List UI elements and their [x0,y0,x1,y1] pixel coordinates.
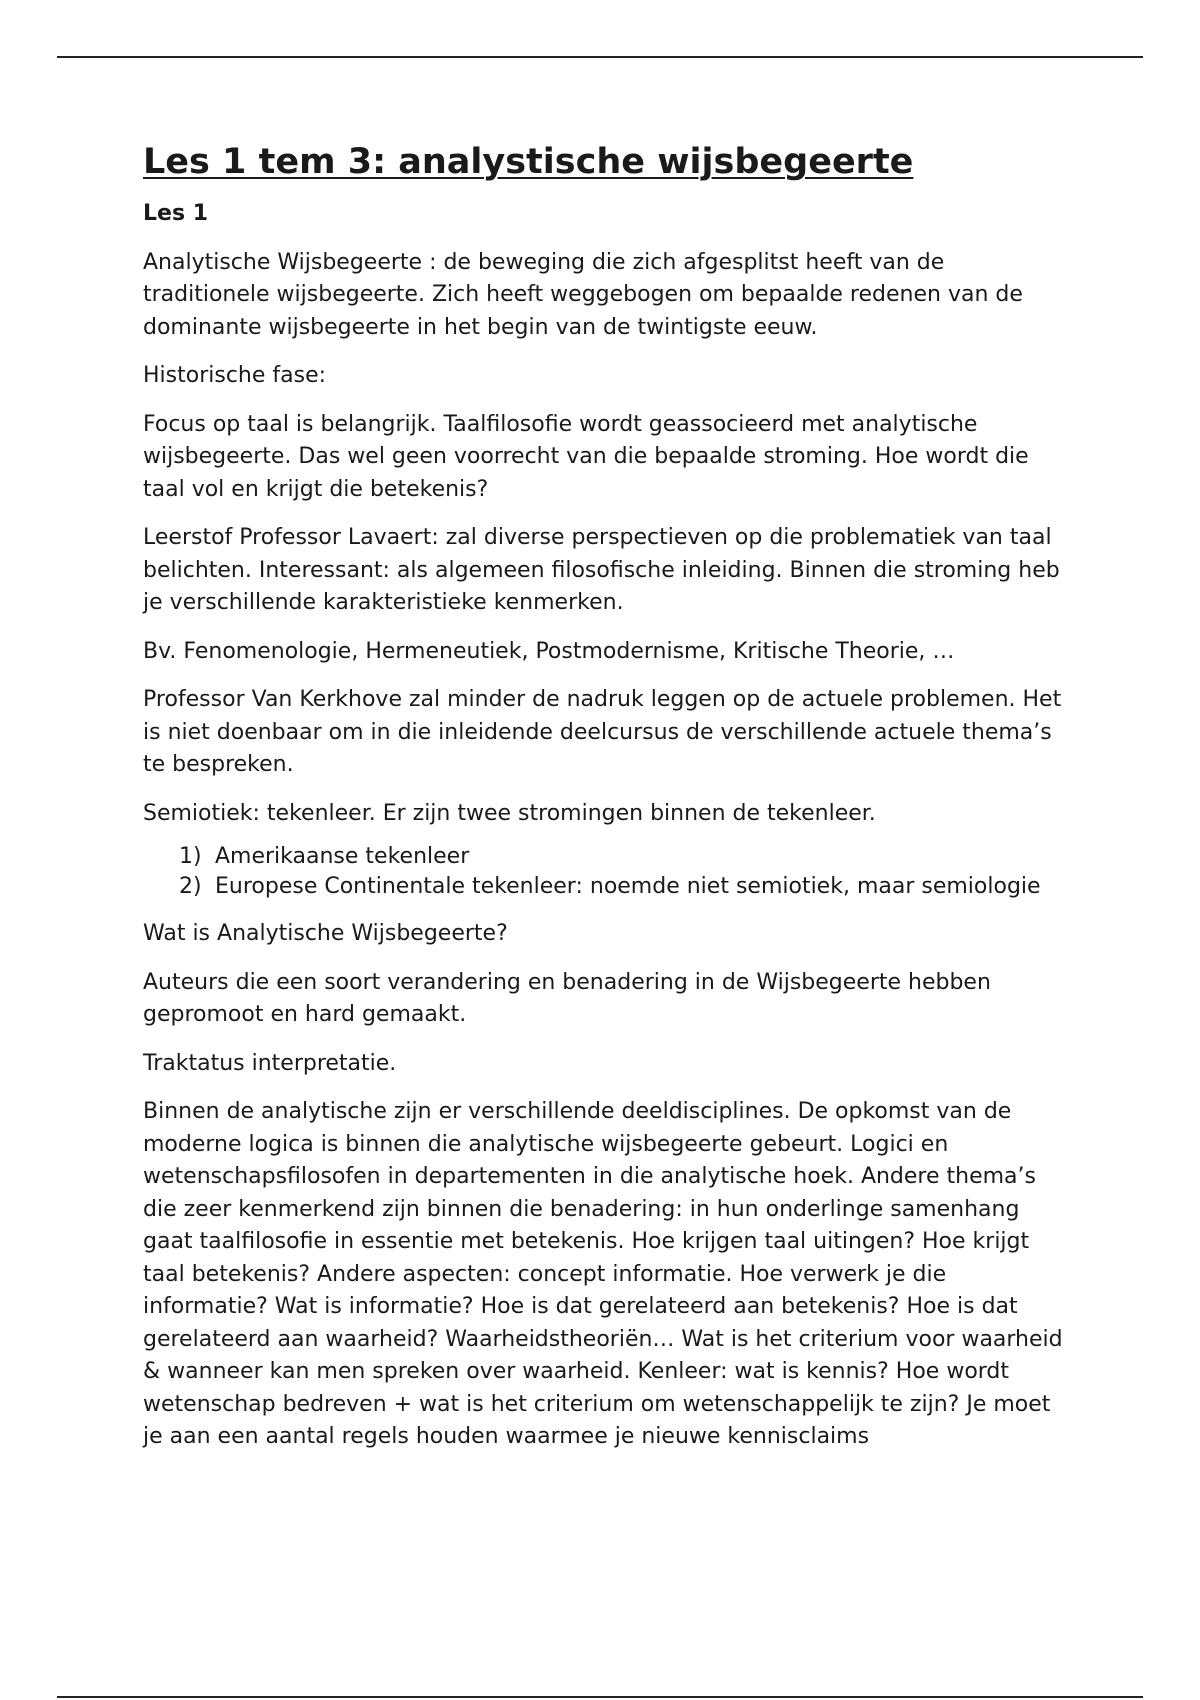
footer-rule [57,1696,1143,1698]
list-item-number: 1) [179,844,202,869]
semiotics-list [143,842,1073,902]
list-item-text: Europese Continentale tekenleer: noemde niet semiotiek, maar semiologie [215,874,1041,899]
lesson-heading: Les 1 [143,201,209,226]
document-title: Les 1 tem 3: analystische wijsbegeerte [143,142,914,182]
paragraph-historical-phase: Historische fase: [143,363,327,388]
paragraph-lavaert: Leerstof Professor Lavaert: zal diverse perspectieven op die problematiek van taal belichten. Interessant: als algemeen filosofische inleiding. Binnen die stroming heb je verschillende karakteristieke kenmerken. [143,525,1060,615]
paragraph-subdisciplines: Binnen de analytische zijn er verschillende deeldisciplines. De opkomst van de moderne logica is binnen die analytische wijsbegeerte gebeurt. Logici en wetenschapsfilosofen in departementen in die analytische hoek. Andere thema’s die zeer kenmerkend zijn binnen die benadering: in hun onderlinge samenhang gaat taalfilosofie in essentie met betekenis. Hoe krijgen taal uitingen? Hoe krijgt taal betekenis? Andere aspecten: concept informatie. Hoe verwerk je die informatie? Wat is informatie? Hoe is dat gerelateerd aan betekenis? Hoe is dat gerelateerd aan waarheid? Waarheidstheoriën… Wat is het criterium voor waarheid & wanneer kan men spreken over waarheid. Kenleer: wat is kennis? Hoe wordt wetenschap bedreven + wat is het criterium om wetenschappelijk te zijn? Je moet je aan een aantal regels houden waarmee je nieuwe kennisclaims [143,1099,1063,1449]
paragraph-focus-language: Focus op taal is belangrijk. Taalfilosofie wordt geassocieerd met analytische wijsbegeerte. Das wel geen voorrecht van die bepaalde stroming. Hoe wordt die taal vol en krijgt die betekenis? [143,411,1029,502]
paragraph-semiotics: Semiotiek: tekenleer. Er zijn twee stromingen binnen de tekenleer. [143,800,876,826]
list-item-text: Amerikaanse tekenleer [215,844,470,869]
paragraph-traktatus: Traktatus interpretatie. [143,1050,397,1076]
document-body [143,140,1073,1470]
header-rule [57,56,1143,58]
list-item-number: 2) [179,874,202,899]
paragraph-question: Wat is Analytische Wijsbegeerte? [143,921,508,946]
paragraph-examples: Bv. Fenomenologie, Hermeneutiek, Postmodernisme, Kritische Theorie, … [143,638,955,664]
paragraph-van-kerkhove: Professor Van Kerkhove zal minder de nadruk leggen op de actuele problemen. Het is niet doenbaar om in die inleidende deelcursus de verschillende actuele thema’s te bespreken. [143,687,1062,777]
paragraph-authors: Auteurs die een soort verandering en benadering in de Wijsbegeerte hebben gepromoot en hard gemaakt. [143,969,991,1027]
paragraph-definition: Analytische Wijsbegeerte : de beweging die zich afgesplitst heeft van de traditionele wijsbegeerte. Zich heeft weggebogen om bepaalde redenen van de dominante wijsbegeerte in het begin van de twintigste eeuw. [143,249,1023,340]
list-item [143,842,1073,872]
list-item [143,872,1073,902]
